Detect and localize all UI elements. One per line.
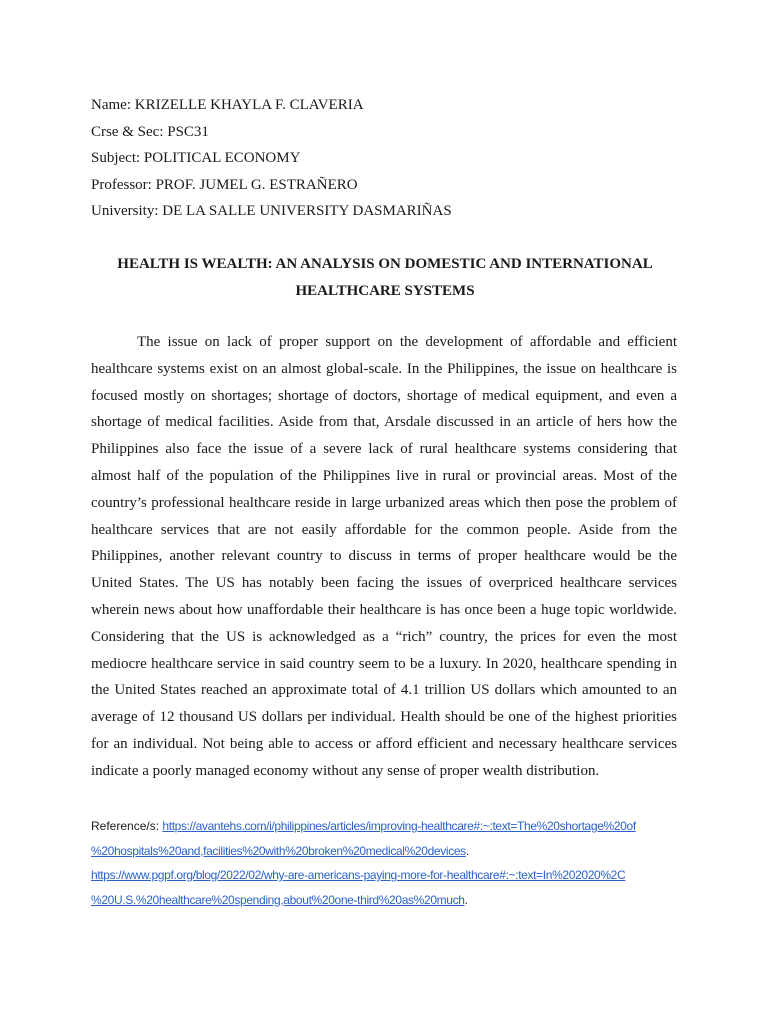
university: University: DE LA SALLE UNIVERSITY DASMARIÑAS [91, 203, 452, 219]
essay-title [91, 251, 679, 305]
student-name: Name: KRIZELLE KHAYLA F. CLAVERIA [91, 97, 364, 113]
reference-line-1 [91, 814, 681, 839]
student-info-header [91, 92, 452, 225]
essay-title-line-2: HEALTHCARE SYSTEMS [295, 283, 475, 299]
reference-link-1[interactable]: https://avantehs.com/i/philippines/articles/improving-healthcare#:~:text=The%20shortage%20of [162, 819, 636, 833]
reference-line-2 [91, 839, 681, 864]
references-section [91, 814, 681, 912]
course-section: Crse & Sec: PSC31 [91, 123, 209, 140]
reference-line-3 [91, 863, 681, 888]
subject: Subject: POLITICAL ECONOMY [91, 150, 301, 166]
references-label: Reference/s: [91, 819, 160, 833]
reference-link-2[interactable]: https://www.pgpf.org/blog/2022/02/why-are-americans-paying-more-for-healthcare#:~:text=In%202020%2C [91, 868, 626, 882]
reference-period-1: . [465, 843, 470, 858]
professor: Professor: PROF. JUMEL G. ESTRAÑERO [91, 176, 358, 193]
essay-body-paragraph: The issue on lack of proper support on the development of affordable and efficient healthcare systems exist on an almost global-scale. In the Philippines, the issue on healthcare is focused mostly on shortages; shortage of doctors, shortage of medical equipment, and even a shortage of medical facilities. Aside from that, Arsdale discussed in an article of hers how the Philippines also face the issue of a severe lack of rural healthcare systems considering that almost half of the population of the Philippines live in rural or provincial areas. Most of the country’s professional healthcare reside in large urbanized areas which then pose the problem of healthcare services that are not easily affordable for the common people. Aside from the Philippines, another relevant country to discuss in terms of proper healthcare would be the United States. The US has notably been facing the issues of overpriced healthcare services wherein news about how unaffordable their healthcare is has once been a huge topic worldwide. Considering that the US is acknowledged as a “rich” country, the prices for even the most mediocre healthcare service in said country seem to be a luxury. In 2020, healthcare spending in the United States reached an approximate total of 4.1 trillion US dollars which amounted to an average of 12 thousand US dollars per individual. Health should be one of the highest priorities for an individual. Not being able to access or afford efficient and necessary healthcare services indicate a poorly managed economy without any sense of proper wealth distribution. [91, 334, 677, 779]
reference-line-4 [91, 888, 681, 913]
reference-link-1-continued[interactable]: %20hospitals%20and,facilities%20with%20broken%20medical%20devices [91, 843, 466, 858]
reference-period-2: . [464, 892, 468, 907]
reference-link-2-continued[interactable]: %20U.S.%20healthcare%20spending,about%20one-third%20as%20much [91, 892, 465, 907]
essay-title-line-1: HEALTH IS WEALTH: AN ANALYSIS ON DOMESTIC AND INTERNATIONAL [117, 256, 653, 272]
